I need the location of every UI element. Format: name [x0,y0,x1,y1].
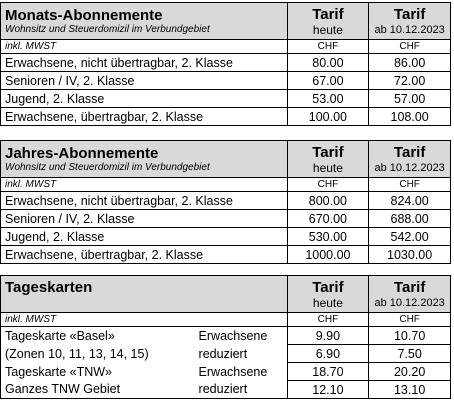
row-label-cell [1,327,288,345]
row-label: Erwachsene, nicht übertragbar, 2. Klasse [1,54,288,72]
monthly-header [1,3,288,40]
price-today: 530.00 [287,228,369,246]
table-row [1,72,451,90]
table-row [1,210,451,228]
ticket-label: (Zonen 10, 11, 13, 14, 15) [5,346,149,361]
price-new: 688.00 [369,210,451,228]
passenger-category: reduziert [198,382,248,397]
price-new: 13.10 [369,381,451,399]
currency-label: CHF [369,313,451,327]
row-label: Erwachsene, übertragbar, 2. Klasse [1,108,288,126]
row-label: Erwachsene, nicht übertragbar, 2. Klasse [1,192,288,210]
yearly-subscriptions-table [0,140,451,264]
price-new: 57.00 [369,90,451,108]
price-new: 86.00 [369,54,451,72]
table-row [1,327,451,345]
col-new-header [369,276,451,313]
col-subtitle: ab 10.12.2023 [374,23,445,36]
passenger-category: Erwachsene [198,328,268,343]
price-today: 6.90 [287,345,369,363]
vat-label: inkl. MWST [1,313,288,327]
row-label-cell [1,345,288,363]
price-today: 1000.00 [287,246,369,264]
unit-row [1,178,451,192]
section-title: Monats-Abonnemente [5,6,163,24]
price-today: 80.00 [287,54,369,72]
section-title: Tageskarten [5,279,93,296]
table-row [1,54,451,72]
unit-row [1,40,451,54]
passenger-category: Erwachsene [198,364,268,379]
currency-label: CHF [369,178,451,192]
col-title: Tarif [312,143,344,161]
price-today: 800.00 [287,192,369,210]
price-new: 20.20 [369,363,451,381]
ticket-label: Ganzes TNW Gebiet [5,382,121,397]
price-today: 9.90 [287,327,369,345]
row-label-cell [1,381,288,399]
ticket-label: Tageskarte «TNW» [5,364,112,379]
col-title: Tarif [393,278,426,296]
col-subtitle: ab 10.12.2023 [374,161,445,174]
currency-label: CHF [287,313,369,327]
currency-label: CHF [287,40,369,54]
row-label: Jugend, 2. Klasse [1,228,288,246]
section-subtitle: Wohnsitz und Steuerdomizil im Verbundgebiet [5,23,210,35]
price-new: 824.00 [369,192,451,210]
currency-label: CHF [369,40,451,54]
monthly-subscriptions-table [0,2,451,126]
col-new-header [369,141,451,178]
price-today: 18.70 [287,363,369,381]
price-today: 12.10 [287,381,369,399]
price-today: 53.00 [287,90,369,108]
price-today: 67.00 [287,72,369,90]
table-row [1,108,451,126]
row-label: Jugend, 2. Klasse [1,90,288,108]
price-new: 1030.00 [369,246,451,264]
col-today-header [287,276,369,313]
price-new: 108.00 [369,108,451,126]
vat-label: inkl. MWST [1,178,288,192]
col-title: Tarif [312,278,344,296]
table-row [1,90,451,108]
col-today-header [287,141,369,178]
price-today: 670.00 [287,210,369,228]
table-row [1,192,451,210]
table-row [1,363,451,381]
col-title: Tarif [312,5,344,23]
price-new: 542.00 [369,228,451,246]
col-subtitle: heute [312,295,343,310]
price-new: 72.00 [369,72,451,90]
col-subtitle: ab 10.12.2023 [374,296,445,309]
row-label-cell [1,363,288,381]
table-row [1,345,451,363]
col-title: Tarif [393,143,426,161]
daycards-header [1,276,288,313]
day-tickets-table [0,275,451,399]
col-new-header [369,3,451,40]
vat-label: inkl. MWST [1,40,288,54]
ticket-label: Tageskarte «Basel» [5,328,115,343]
passenger-category: reduziert [198,346,248,361]
currency-label: CHF [287,178,369,192]
row-label: Senioren / IV, 2. Klasse [1,210,288,228]
col-title: Tarif [393,5,426,23]
unit-row [1,313,451,327]
section-subtitle: Wohnsitz und Steuerdomizil im Verbundgebiet [5,161,210,173]
price-new: 7.50 [369,345,451,363]
col-subtitle: heute [312,160,343,175]
price-today: 100.00 [287,108,369,126]
section-title: Jahres-Abonnemente [5,144,159,162]
table-row [1,381,451,399]
yearly-header [1,141,288,178]
table-row [1,228,451,246]
col-today-header [287,3,369,40]
row-label: Senioren / IV, 2. Klasse [1,72,288,90]
row-label: Erwachsene, übertragbar, 2. Klasse [1,246,288,264]
col-subtitle: heute [312,22,343,37]
table-row [1,246,451,264]
price-new: 10.70 [369,327,451,345]
